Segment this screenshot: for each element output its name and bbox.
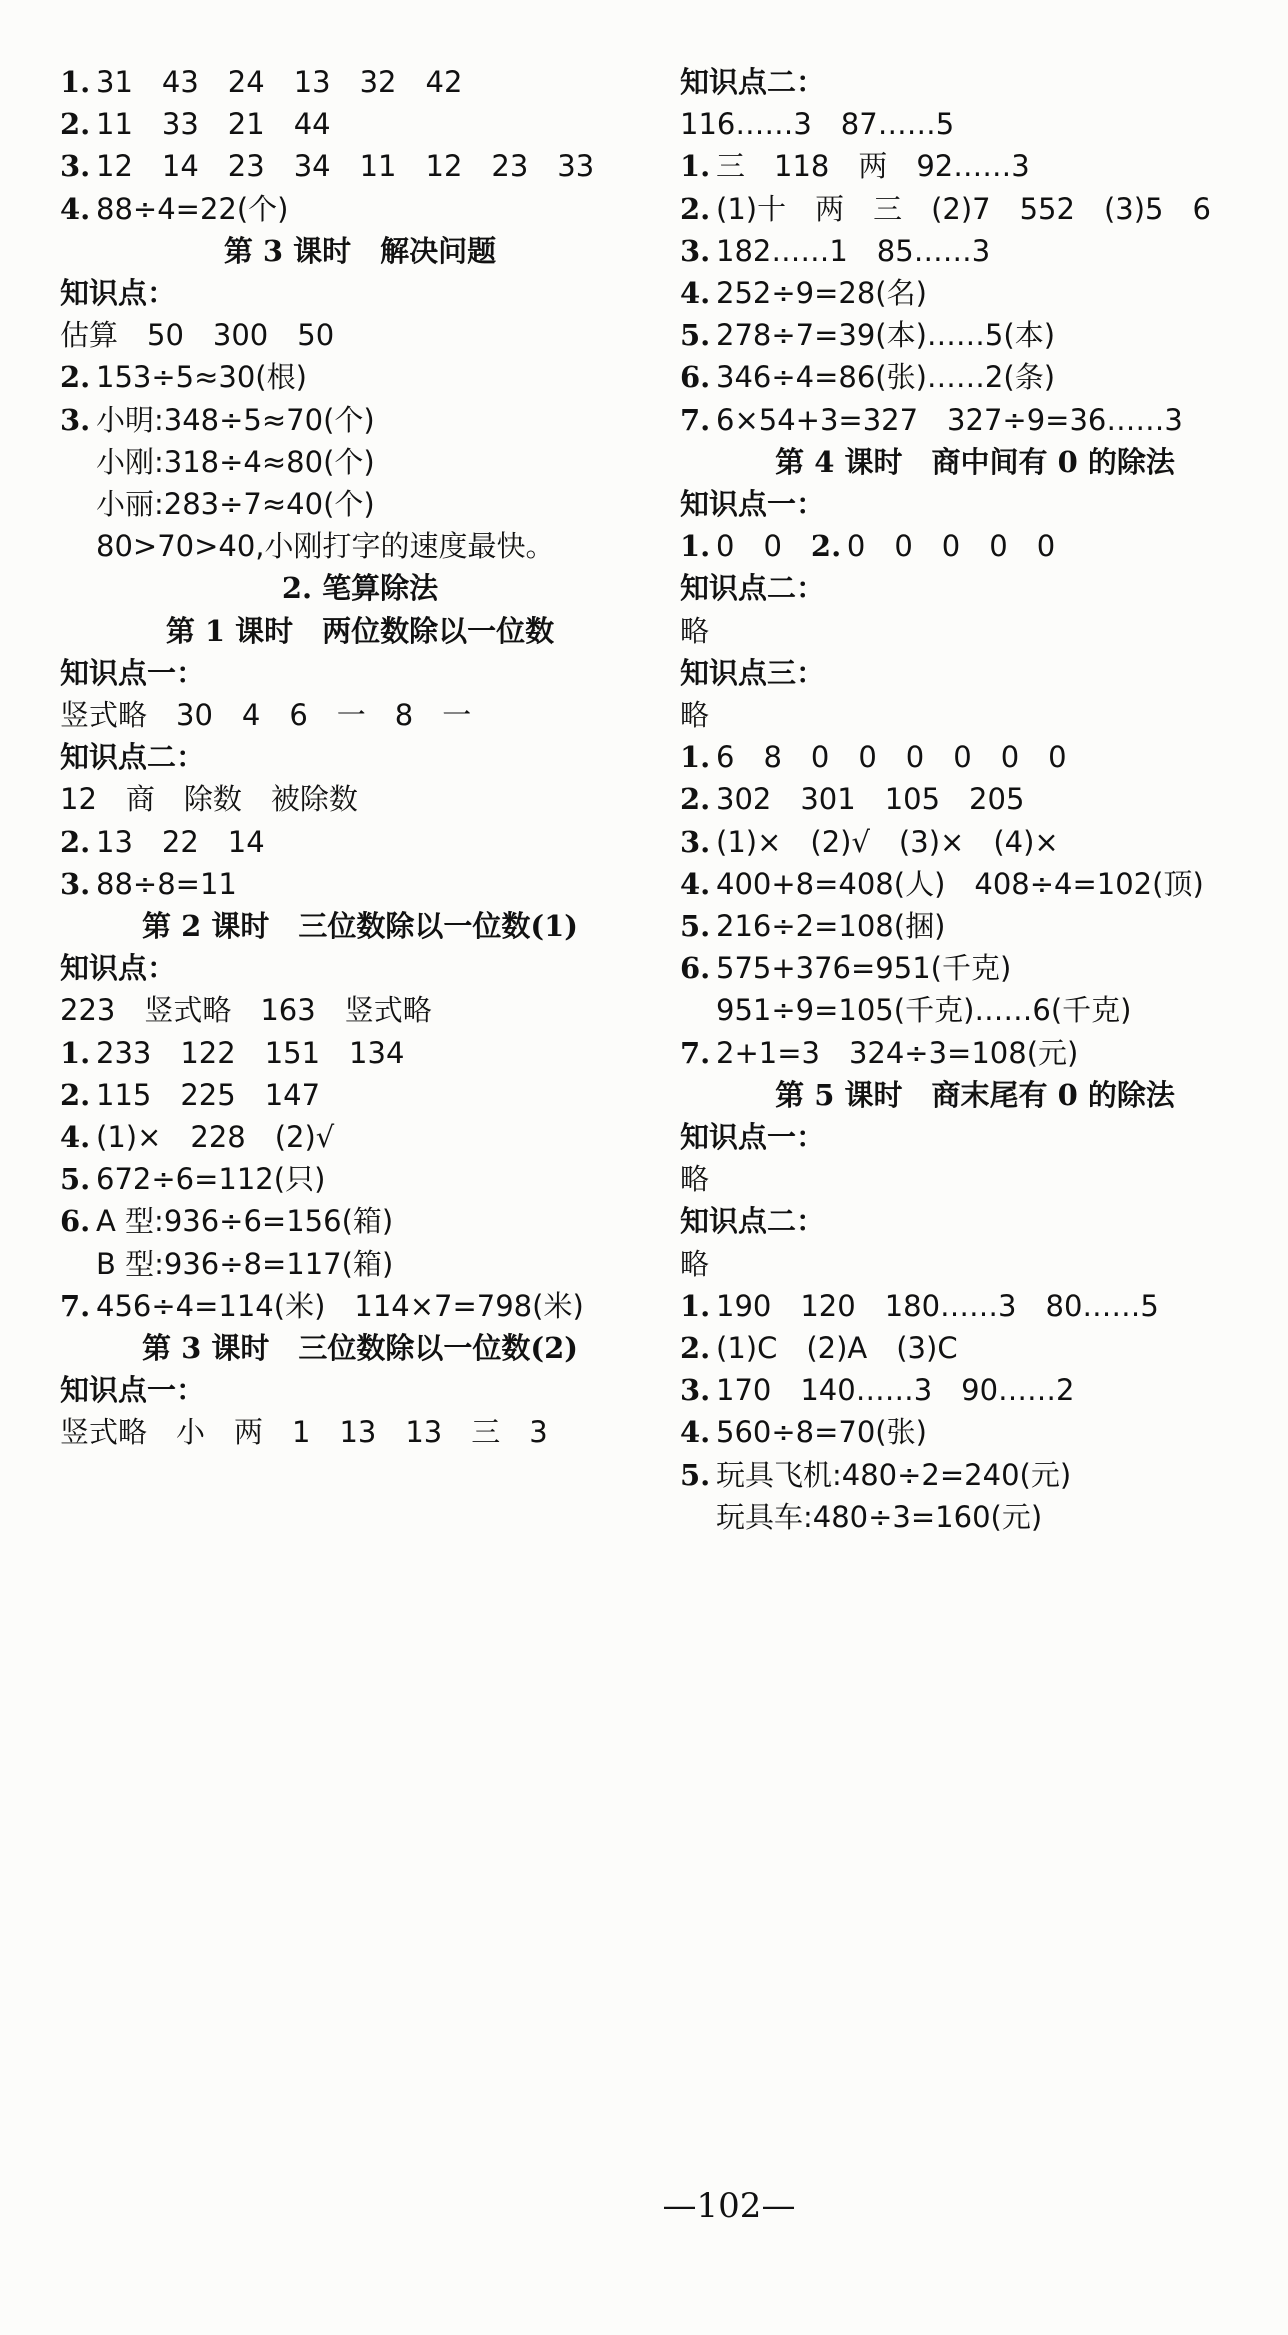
answer-continuation: 951÷9=105(千克)……6(千克) (716, 993, 1132, 1028)
item-answer: 278÷7=39(本)……5(本) (716, 318, 1056, 353)
item-number: 2. (60, 1077, 91, 1112)
item-answer: 560÷8=70(张) (716, 1415, 927, 1450)
section-heading: 第 3 课时 三位数除以一位数(2) (142, 1331, 578, 1365)
item-answer: 11 33 21 44 (96, 107, 331, 142)
section-heading: 第 5 课时 商末尾有 0 的除法 (775, 1077, 1175, 1112)
answer-item (680, 231, 990, 271)
page-number: —102— (662, 2186, 796, 2226)
item-number: 6. (60, 1204, 91, 1239)
answer-item (680, 400, 1183, 440)
knowledge-point-label: 知识点一： (680, 487, 826, 521)
item-answer: 88÷4=22(个) (96, 191, 289, 226)
item-number: 7. (680, 1035, 711, 1070)
item-number: 1. (680, 1288, 711, 1323)
answer-text: 竖式略 小 两 1 13 13 三 3 (60, 1415, 548, 1450)
item-answer: 88÷8=11 (96, 866, 237, 901)
section-heading: 2. 笔算除法 (281, 571, 439, 606)
answer-item (680, 189, 1211, 229)
knowledge-point-label: 知识点一： (60, 655, 206, 690)
section-heading: 第 3 课时 解决问题 (223, 233, 497, 268)
knowledge-point-label: 知识点三： (680, 655, 826, 690)
item-number: 5. (680, 909, 711, 943)
item-number: 3. (680, 824, 711, 859)
answer-item (680, 1412, 927, 1452)
item-answer: 346÷4=86(张)……2(条) (716, 360, 1056, 395)
item-number: 1. (680, 529, 711, 564)
answer-item (680, 1286, 1159, 1326)
answer-item (680, 1370, 1075, 1410)
item-number: 4. (60, 191, 91, 226)
knowledge-point-label: 知识点： (60, 276, 177, 310)
item-number: 4. (680, 1415, 711, 1450)
answer-item (680, 1033, 1078, 1073)
item-answer: 575+376=951(千克) (716, 951, 1012, 986)
item-number: 3. (60, 402, 91, 437)
answer-text: 估算 50 300 50 (60, 318, 335, 353)
item-number: 3. (680, 233, 711, 268)
section-heading: 第 4 课时 商中间有 0 的除法 (775, 444, 1175, 479)
knowledge-point-label: 知识点二： (680, 571, 826, 606)
item-answer: 252÷9=28(名) (716, 276, 927, 310)
answer-item (60, 1159, 325, 1199)
answer-item (680, 1455, 1071, 1495)
answer-item (60, 864, 237, 904)
item-number: 5. (60, 1162, 91, 1197)
answer-item (60, 1117, 334, 1157)
item-answer: 233 122 151 134 (96, 1035, 405, 1070)
item-number: 4. (680, 276, 711, 310)
knowledge-point-label: 知识点二： (680, 1204, 826, 1239)
item-answer: 6×54+3=327 327÷9=36……3 (716, 402, 1183, 437)
answer-text: 12 商 除数 被除数 (60, 782, 358, 817)
item-answer: 153÷5≈30(根) (96, 360, 307, 395)
item-answer: 三 118 两 92……3 (716, 149, 1030, 184)
answer-item (680, 864, 1204, 904)
item-answer: (1)× 228 (2)√ (96, 1120, 335, 1154)
knowledge-point-label: 知识点一： (680, 1120, 826, 1154)
item-answer: 672÷6=112(只) (96, 1162, 326, 1197)
item-number: 7. (680, 402, 711, 437)
item-answer: (1)十 两 三 (2)7 552 (3)5 6 (716, 191, 1211, 226)
item-number: 7. (60, 1288, 91, 1323)
item-number: 4. (680, 866, 711, 901)
item-number: 2. (60, 360, 91, 395)
answer-text: 223 竖式略 163 竖式略 (60, 993, 432, 1028)
item-number: 2. (680, 782, 711, 817)
answer-continuation: 80>70>40,小刚打字的速度最快。 (96, 529, 555, 564)
item-number: 1. (680, 740, 711, 775)
item-answer: 玩具飞机:480÷2=240(元) (716, 1457, 1072, 1492)
answer-item (680, 357, 1055, 397)
answer-item (680, 1328, 958, 1368)
knowledge-point-label: 知识点一： (60, 1373, 206, 1408)
answer-item (60, 1075, 320, 1115)
item-number: 4. (60, 1120, 91, 1154)
item-answer: 31 43 24 13 32 42 (96, 65, 463, 99)
answer-item (680, 146, 1030, 186)
item-number: 6. (680, 951, 711, 986)
item-answer: 302 301 105 205 (716, 782, 1025, 817)
answer-item (60, 146, 594, 186)
answer-item (680, 948, 1011, 988)
answer-item (60, 822, 265, 862)
item-answer: (1)C (2)A (3)C (716, 1331, 958, 1365)
answer-item (60, 1201, 393, 1241)
item-number: 5. (680, 318, 711, 353)
item-answer: 小明:348÷5≈70(个) (96, 402, 375, 437)
section-heading: 第 2 课时 三位数除以一位数(1) (142, 909, 578, 943)
item-answer: 190 120 180……3 80……5 (716, 1288, 1159, 1323)
answer-item (680, 737, 1067, 777)
item-answer: 115 225 147 (96, 1077, 321, 1112)
answer-item (60, 1286, 584, 1326)
item-number: 1. (60, 65, 91, 99)
item-answer: 0 0 (716, 529, 811, 564)
item-answer: 216÷2=108(捆) (716, 909, 946, 943)
answer-text: 略 (680, 1162, 710, 1197)
answer-item (60, 104, 331, 144)
answer-continuation: 玩具车:480÷3=160(元) (716, 1499, 1043, 1534)
item-answer: 182……1 85……3 (716, 233, 991, 268)
answer-item (680, 822, 1059, 862)
item-number: 3. (680, 1373, 711, 1408)
answer-item (680, 315, 1055, 355)
item-answer: 170 140……3 90……2 (716, 1373, 1075, 1408)
item-answer: A 型:936÷6=156(箱) (96, 1204, 394, 1239)
answer-item (60, 189, 288, 229)
item-number: 2. (680, 191, 711, 226)
knowledge-point-label: 知识点二： (60, 740, 206, 775)
item-answer: (1)× (2)√ (3)× (4)× (716, 824, 1059, 859)
item-number: 2. (810, 529, 842, 564)
answer-continuation: 小丽:283÷7≈40(个) (96, 487, 375, 521)
answer-item (680, 779, 1024, 819)
answer-text: 略 (680, 1246, 710, 1281)
item-answer: 0 0 0 0 0 (846, 529, 1056, 564)
item-answer: 2+1=3 324÷3=108(元) (716, 1035, 1079, 1070)
knowledge-point-label: 知识点： (60, 951, 177, 986)
item-answer: 456÷4=114(米) 114×7=798(米) (96, 1288, 584, 1323)
answer-item (680, 526, 1055, 566)
answer-text: 竖式略 30 4 6 一 8 一 (60, 698, 472, 732)
item-number: 6. (680, 360, 711, 395)
answer-text: 116……3 87……5 (680, 107, 955, 142)
knowledge-point-label: 知识点二： (680, 65, 826, 99)
item-answer: 13 22 14 (96, 824, 265, 859)
item-number: 3. (60, 866, 91, 901)
answer-item (60, 400, 375, 440)
item-number: 1. (680, 149, 711, 184)
answer-continuation: B 型:936÷8=117(箱) (96, 1246, 394, 1281)
item-number: 5. (680, 1457, 711, 1492)
answer-item (680, 273, 927, 313)
item-number: 1. (60, 1035, 91, 1070)
item-answer: 6 8 0 0 0 0 0 0 (716, 740, 1067, 775)
item-number: 2. (60, 107, 91, 142)
item-number: 2. (680, 1331, 711, 1365)
item-number: 2. (60, 824, 91, 859)
item-answer: 400+8=408(人) 408÷4=102(顶) (716, 866, 1204, 901)
answer-text: 略 (680, 613, 710, 648)
answer-item (60, 62, 462, 102)
answer-item (60, 1033, 404, 1073)
item-number: 3. (60, 149, 91, 184)
answer-text: 略 (680, 698, 710, 732)
section-heading: 第 1 课时 两位数除以一位数 (165, 613, 555, 648)
answer-item (60, 357, 307, 397)
answer-continuation: 小刚:318÷4≈80(个) (96, 444, 375, 479)
answer-item (680, 906, 945, 946)
item-answer: 12 14 23 34 11 12 23 33 (96, 149, 595, 184)
